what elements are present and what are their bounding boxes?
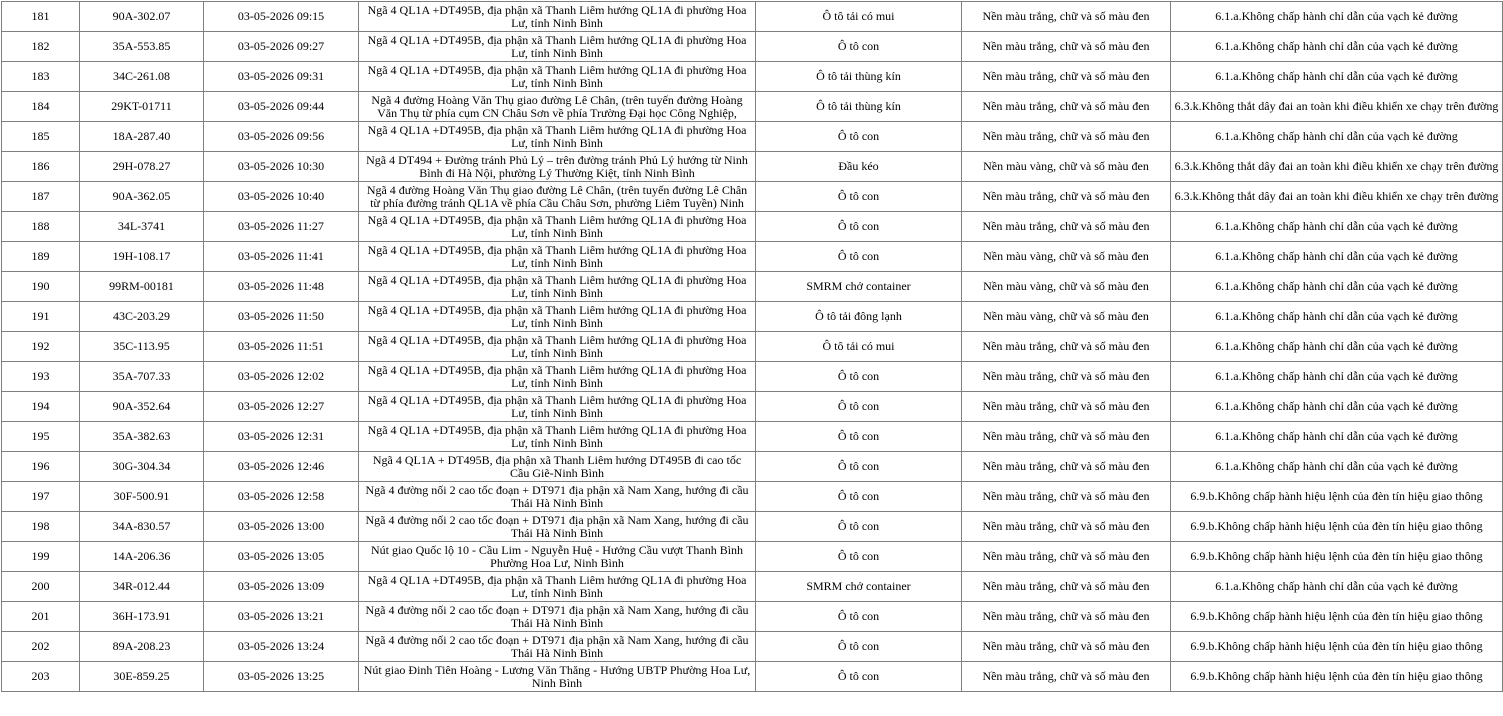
table-row	[2, 392, 1503, 422]
license-plate-cell: 34C-261.08	[80, 62, 204, 92]
license-plate-cell: 19H-108.17	[80, 242, 204, 272]
violation-cell: 6.9.b.Không chấp hành hiệu lệnh của đèn tín hiệu giao thông	[1171, 512, 1503, 542]
plate-color-cell: Nền màu trắng, chữ và số màu đen	[962, 332, 1171, 362]
license-plate-cell: 43C-203.29	[80, 302, 204, 332]
plate-color-cell: Nền màu trắng, chữ và số màu đen	[962, 632, 1171, 662]
location-text: Ngã 4 QL1A +DT495B, địa phận xã Thanh Liêm hướng QL1A đi phường Hoa Lư, tỉnh Ninh Bình	[367, 3, 747, 30]
violation-cell: 6.1.a.Không chấp hành chỉ dẫn của vạch kẻ đường	[1171, 212, 1503, 242]
plate-color-cell: Nền màu trắng, chữ và số màu đen	[962, 482, 1171, 512]
row-number-cell: 201	[2, 602, 80, 632]
table-row	[2, 272, 1503, 302]
vehicle-type-cell: Ô tô con	[756, 512, 962, 542]
plate-color-cell: Nền màu trắng, chữ và số màu đen	[962, 32, 1171, 62]
location-cell	[359, 602, 756, 632]
plate-color-cell: Nền màu trắng, chữ và số màu đen	[962, 662, 1171, 692]
row-number-cell: 185	[2, 122, 80, 152]
violation-cell: 6.1.a.Không chấp hành chỉ dẫn của vạch kẻ đường	[1171, 32, 1503, 62]
license-plate-cell: 29H-078.27	[80, 152, 204, 182]
vehicle-type-cell: Ô tô con	[756, 182, 962, 212]
vehicle-type-cell: Ô tô tải thùng kín	[756, 62, 962, 92]
table-row	[2, 512, 1503, 542]
row-number-cell: 192	[2, 332, 80, 362]
row-number-cell: 190	[2, 272, 80, 302]
row-number-cell: 198	[2, 512, 80, 542]
license-plate-cell: 35C-113.95	[80, 332, 204, 362]
row-number-cell: 183	[2, 62, 80, 92]
location-cell	[359, 62, 756, 92]
row-number-cell: 184	[2, 92, 80, 122]
row-number-cell: 182	[2, 32, 80, 62]
location-text: Ngã 4 đường nối 2 cao tốc đoạn + DT971 địa phận xã Nam Xang, hướng đi cầu Thái Hà Ninh Bình	[365, 483, 749, 510]
location-cell	[359, 422, 756, 452]
license-plate-cell: 90A-352.64	[80, 392, 204, 422]
row-number-cell: 196	[2, 452, 80, 482]
location-text: Ngã 4 QL1A +DT495B, địa phận xã Thanh Liêm hướng QL1A đi phường Hoa Lư, tỉnh Ninh Bình	[367, 333, 747, 360]
row-number-cell: 194	[2, 392, 80, 422]
location-text: Ngã 4 đường Hoàng Văn Thụ giao đường Lê Chân, (trên tuyến đường Hoàng Văn Thụ từ phía cụm CN Châu Sơn về phía Trường Đại học Công Nghiệp,	[371, 93, 743, 120]
table-row	[2, 602, 1503, 632]
plate-color-cell: Nền màu trắng, chữ và số màu đen	[962, 212, 1171, 242]
timestamp-cell: 03-05-2026 13:00	[204, 512, 359, 542]
row-number-cell: 187	[2, 182, 80, 212]
violation-cell: 6.9.b.Không chấp hành hiệu lệnh của đèn tín hiệu giao thông	[1171, 602, 1503, 632]
vehicle-type-cell: Ô tô con	[756, 212, 962, 242]
timestamp-cell: 03-05-2026 10:30	[204, 152, 359, 182]
vehicle-type-cell: Ô tô con	[756, 392, 962, 422]
location-text: Ngã 4 đường Hoàng Văn Thụ giao đường Lê Chân, (trên tuyến đường Lê Chân từ phía đường tránh QL1A về phía Cầu Châu Sơn, phường Liêm Tuyền) Ninh	[366, 183, 748, 210]
table-row	[2, 632, 1503, 662]
table-row	[2, 2, 1503, 32]
location-cell	[359, 632, 756, 662]
location-text: Ngã 4 QL1A + DT495B, địa phận xã Thanh Liêm hướng DT495B đi cao tốc Cầu Giẽ-Ninh Bình	[372, 453, 742, 480]
license-plate-cell: 35A-382.63	[80, 422, 204, 452]
timestamp-cell: 03-05-2026 13:25	[204, 662, 359, 692]
violation-cell: 6.9.b.Không chấp hành hiệu lệnh của đèn tín hiệu giao thông	[1171, 542, 1503, 572]
location-text: Ngã 4 QL1A +DT495B, địa phận xã Thanh Liêm hướng QL1A đi phường Hoa Lư, tỉnh Ninh Bình	[367, 63, 747, 90]
location-cell	[359, 182, 756, 212]
timestamp-cell: 03-05-2026 10:40	[204, 182, 359, 212]
violation-cell: 6.1.a.Không chấp hành chỉ dẫn của vạch kẻ đường	[1171, 242, 1503, 272]
vehicle-type-cell: Ô tô con	[756, 32, 962, 62]
vehicle-type-cell: Ô tô tải đông lạnh	[756, 302, 962, 332]
vehicle-type-cell: Ô tô con	[756, 422, 962, 452]
location-cell	[359, 482, 756, 512]
location-text: Ngã 4 QL1A +DT495B, địa phận xã Thanh Liêm hướng QL1A đi phường Hoa Lư, tỉnh Ninh Bình	[367, 423, 747, 450]
vehicle-type-cell: Ô tô con	[756, 632, 962, 662]
location-text: Ngã 4 đường nối 2 cao tốc đoạn + DT971 địa phận xã Nam Xang, hướng đi cầu Thái Hà Ninh Bình	[365, 633, 749, 660]
location-text: Ngã 4 QL1A +DT495B, địa phận xã Thanh Liêm hướng QL1A đi phường Hoa Lư, tỉnh Ninh Bình	[367, 243, 747, 270]
location-cell	[359, 122, 756, 152]
plate-color-cell: Nền màu trắng, chữ và số màu đen	[962, 512, 1171, 542]
timestamp-cell: 03-05-2026 13:05	[204, 542, 359, 572]
license-plate-cell: 90A-362.05	[80, 182, 204, 212]
violation-cell: 6.9.b.Không chấp hành hiệu lệnh của đèn tín hiệu giao thông	[1171, 662, 1503, 692]
location-cell	[359, 452, 756, 482]
plate-color-cell: Nền màu trắng, chữ và số màu đen	[962, 452, 1171, 482]
plate-color-cell: Nền màu vàng, chữ và số màu đen	[962, 272, 1171, 302]
violation-cell: 6.1.a.Không chấp hành chỉ dẫn của vạch kẻ đường	[1171, 122, 1503, 152]
row-number-cell: 200	[2, 572, 80, 602]
license-plate-cell: 36H-173.91	[80, 602, 204, 632]
vehicle-type-cell: Ô tô con	[756, 452, 962, 482]
location-cell	[359, 152, 756, 182]
violation-cell: 6.1.a.Không chấp hành chỉ dẫn của vạch kẻ đường	[1171, 362, 1503, 392]
license-plate-cell: 18A-287.40	[80, 122, 204, 152]
location-text: Nút giao Đinh Tiên Hoàng - Lương Văn Thăng - Hướng UBTP Phường Hoa Lư, Ninh Bình	[363, 663, 751, 690]
violation-cell: 6.9.b.Không chấp hành hiệu lệnh của đèn tín hiệu giao thông	[1171, 482, 1503, 512]
location-text: Ngã 4 QL1A +DT495B, địa phận xã Thanh Liêm hướng QL1A đi phường Hoa Lư, tỉnh Ninh Bình	[367, 213, 747, 240]
vehicle-type-cell: SMRM chở container	[756, 272, 962, 302]
location-cell	[359, 302, 756, 332]
timestamp-cell: 03-05-2026 12:02	[204, 362, 359, 392]
location-cell	[359, 362, 756, 392]
vehicle-type-cell: Ô tô con	[756, 122, 962, 152]
violation-cell: 6.1.a.Không chấp hành chỉ dẫn của vạch kẻ đường	[1171, 452, 1503, 482]
license-plate-cell: 89A-208.23	[80, 632, 204, 662]
location-cell	[359, 392, 756, 422]
violations-table	[1, 1, 1503, 692]
location-text: Ngã 4 QL1A +DT495B, địa phận xã Thanh Liêm hướng QL1A đi phường Hoa Lư, tỉnh Ninh Bình	[367, 573, 747, 600]
location-cell	[359, 662, 756, 692]
timestamp-cell: 03-05-2026 13:21	[204, 602, 359, 632]
location-cell	[359, 542, 756, 572]
license-plate-cell: 34A-830.57	[80, 512, 204, 542]
timestamp-cell: 03-05-2026 11:48	[204, 272, 359, 302]
timestamp-cell: 03-05-2026 09:44	[204, 92, 359, 122]
location-text: Ngã 4 QL1A +DT495B, địa phận xã Thanh Liêm hướng QL1A đi phường Hoa Lư, tỉnh Ninh Bình	[367, 363, 747, 390]
plate-color-cell: Nền màu trắng, chữ và số màu đen	[962, 182, 1171, 212]
location-cell	[359, 2, 756, 32]
row-number-cell: 197	[2, 482, 80, 512]
license-plate-cell: 14A-206.36	[80, 542, 204, 572]
location-cell	[359, 242, 756, 272]
table-body	[2, 2, 1503, 692]
table-row	[2, 242, 1503, 272]
timestamp-cell: 03-05-2026 11:27	[204, 212, 359, 242]
location-cell	[359, 212, 756, 242]
table-row	[2, 152, 1503, 182]
license-plate-cell: 30F-500.91	[80, 482, 204, 512]
violation-cell: 6.1.a.Không chấp hành chỉ dẫn của vạch kẻ đường	[1171, 272, 1503, 302]
plate-color-cell: Nền màu trắng, chữ và số màu đen	[962, 542, 1171, 572]
plate-color-cell: Nền màu trắng, chữ và số màu đen	[962, 92, 1171, 122]
timestamp-cell: 03-05-2026 13:24	[204, 632, 359, 662]
row-number-cell: 188	[2, 212, 80, 242]
timestamp-cell: 03-05-2026 09:27	[204, 32, 359, 62]
timestamp-cell: 03-05-2026 11:51	[204, 332, 359, 362]
row-number-cell: 203	[2, 662, 80, 692]
license-plate-cell: 90A-302.07	[80, 2, 204, 32]
vehicle-type-cell: Ô tô con	[756, 542, 962, 572]
row-number-cell: 186	[2, 152, 80, 182]
violation-cell: 6.9.b.Không chấp hành hiệu lệnh của đèn tín hiệu giao thông	[1171, 632, 1503, 662]
timestamp-cell: 03-05-2026 12:46	[204, 452, 359, 482]
violation-cell: 6.1.a.Không chấp hành chỉ dẫn của vạch kẻ đường	[1171, 302, 1503, 332]
table-row	[2, 182, 1503, 212]
vehicle-type-cell: Ô tô tải có mui	[756, 2, 962, 32]
plate-color-cell: Nền màu vàng, chữ và số màu đen	[962, 302, 1171, 332]
license-plate-cell: 30G-304.34	[80, 452, 204, 482]
violation-cell: 6.1.a.Không chấp hành chỉ dẫn của vạch kẻ đường	[1171, 62, 1503, 92]
vehicle-type-cell: Ô tô con	[756, 482, 962, 512]
timestamp-cell: 03-05-2026 13:09	[204, 572, 359, 602]
table-row	[2, 32, 1503, 62]
location-cell	[359, 272, 756, 302]
violation-cell: 6.1.a.Không chấp hành chỉ dẫn của vạch kẻ đường	[1171, 2, 1503, 32]
violation-cell: 6.3.k.Không thắt dây đai an toàn khi điều khiển xe chạy trên đường	[1171, 152, 1503, 182]
license-plate-cell: 99RM-00181	[80, 272, 204, 302]
violation-cell: 6.1.a.Không chấp hành chỉ dẫn của vạch kẻ đường	[1171, 422, 1503, 452]
license-plate-cell: 34L-3741	[80, 212, 204, 242]
license-plate-cell: 30E-859.25	[80, 662, 204, 692]
timestamp-cell: 03-05-2026 09:15	[204, 2, 359, 32]
table-row	[2, 362, 1503, 392]
plate-color-cell: Nền màu trắng, chữ và số màu đen	[962, 62, 1171, 92]
table-row	[2, 62, 1503, 92]
license-plate-cell: 29KT-01711	[80, 92, 204, 122]
vehicle-type-cell: Ô tô con	[756, 242, 962, 272]
timestamp-cell: 03-05-2026 11:50	[204, 302, 359, 332]
table-row	[2, 122, 1503, 152]
plate-color-cell: Nền màu trắng, chữ và số màu đen	[962, 2, 1171, 32]
row-number-cell: 191	[2, 302, 80, 332]
violation-cell: 6.3.k.Không thắt dây đai an toàn khi điều khiển xe chạy trên đường	[1171, 92, 1503, 122]
table-row	[2, 332, 1503, 362]
plate-color-cell: Nền màu trắng, chữ và số màu đen	[962, 572, 1171, 602]
timestamp-cell: 03-05-2026 11:41	[204, 242, 359, 272]
violation-cell: 6.1.a.Không chấp hành chỉ dẫn của vạch kẻ đường	[1171, 332, 1503, 362]
table-row	[2, 452, 1503, 482]
row-number-cell: 181	[2, 2, 80, 32]
license-plate-cell: 34R-012.44	[80, 572, 204, 602]
plate-color-cell: Nền màu trắng, chữ và số màu đen	[962, 122, 1171, 152]
table-row	[2, 482, 1503, 512]
violation-cell: 6.1.a.Không chấp hành chỉ dẫn của vạch kẻ đường	[1171, 572, 1503, 602]
timestamp-cell: 03-05-2026 09:56	[204, 122, 359, 152]
location-text: Ngã 4 QL1A +DT495B, địa phận xã Thanh Liêm hướng QL1A đi phường Hoa Lư, tỉnh Ninh Bình	[367, 303, 747, 330]
violation-cell: 6.1.a.Không chấp hành chỉ dẫn của vạch kẻ đường	[1171, 392, 1503, 422]
plate-color-cell: Nền màu trắng, chữ và số màu đen	[962, 392, 1171, 422]
location-cell	[359, 92, 756, 122]
license-plate-cell: 35A-707.33	[80, 362, 204, 392]
location-cell	[359, 572, 756, 602]
table-row	[2, 92, 1503, 122]
location-text: Ngã 4 QL1A +DT495B, địa phận xã Thanh Liêm hướng QL1A đi phường Hoa Lư, tỉnh Ninh Bình	[367, 273, 747, 300]
location-cell	[359, 512, 756, 542]
vehicle-type-cell: Ô tô con	[756, 362, 962, 392]
location-text: Ngã 4 QL1A +DT495B, địa phận xã Thanh Liêm hướng QL1A đi phường Hoa Lư, tỉnh Ninh Bình	[367, 33, 747, 60]
timestamp-cell: 03-05-2026 12:58	[204, 482, 359, 512]
row-number-cell: 202	[2, 632, 80, 662]
location-text: Ngã 4 QL1A +DT495B, địa phận xã Thanh Liêm hướng QL1A đi phường Hoa Lư, tỉnh Ninh Bình	[367, 123, 747, 150]
vehicle-type-cell: Ô tô con	[756, 602, 962, 632]
plate-color-cell: Nền màu trắng, chữ và số màu đen	[962, 362, 1171, 392]
plate-color-cell: Nền màu vàng, chữ và số màu đen	[962, 152, 1171, 182]
timestamp-cell: 03-05-2026 09:31	[204, 62, 359, 92]
location-text: Ngã 4 đường nối 2 cao tốc đoạn + DT971 địa phận xã Nam Xang, hướng đi cầu Thái Hà Ninh Bình	[365, 513, 749, 540]
location-text: Nút giao Quốc lộ 10 - Cầu Lim - Nguyễn Huệ - Hướng Cầu vượt Thanh Bình Phường Hoa Lư, Ninh Bình	[370, 543, 744, 570]
vehicle-type-cell: Ô tô tải có mui	[756, 332, 962, 362]
vehicle-type-cell: SMRM chở container	[756, 572, 962, 602]
timestamp-cell: 03-05-2026 12:27	[204, 392, 359, 422]
row-number-cell: 189	[2, 242, 80, 272]
location-cell	[359, 32, 756, 62]
vehicle-type-cell: Đầu kéo	[756, 152, 962, 182]
row-number-cell: 199	[2, 542, 80, 572]
location-text: Ngã 4 DT494 + Đường tránh Phủ Lý – trên đường tránh Phủ Lý hướng từ Ninh Bình đi Hà Nội, phường Lý Thường Kiệt, tỉnh Ninh Bình	[366, 153, 748, 180]
plate-color-cell: Nền màu trắng, chữ và số màu đen	[962, 422, 1171, 452]
table-row	[2, 212, 1503, 242]
location-cell	[359, 332, 756, 362]
plate-color-cell: Nền màu vàng, chữ và số màu đen	[962, 242, 1171, 272]
table-row	[2, 422, 1503, 452]
row-number-cell: 193	[2, 362, 80, 392]
vehicle-type-cell: Ô tô tải thùng kín	[756, 92, 962, 122]
timestamp-cell: 03-05-2026 12:31	[204, 422, 359, 452]
location-text: Ngã 4 QL1A +DT495B, địa phận xã Thanh Liêm hướng QL1A đi phường Hoa Lư, tỉnh Ninh Bình	[367, 393, 747, 420]
table-row	[2, 542, 1503, 572]
table-row	[2, 302, 1503, 332]
plate-color-cell: Nền màu trắng, chữ và số màu đen	[962, 602, 1171, 632]
license-plate-cell: 35A-553.85	[80, 32, 204, 62]
row-number-cell: 195	[2, 422, 80, 452]
vehicle-type-cell: Ô tô con	[756, 662, 962, 692]
location-text: Ngã 4 đường nối 2 cao tốc đoạn + DT971 địa phận xã Nam Xang, hướng đi cầu Thái Hà Ninh Bình	[365, 603, 749, 630]
table-row	[2, 662, 1503, 692]
violation-cell: 6.3.k.Không thắt dây đai an toàn khi điều khiển xe chạy trên đường	[1171, 182, 1503, 212]
table-row	[2, 572, 1503, 602]
